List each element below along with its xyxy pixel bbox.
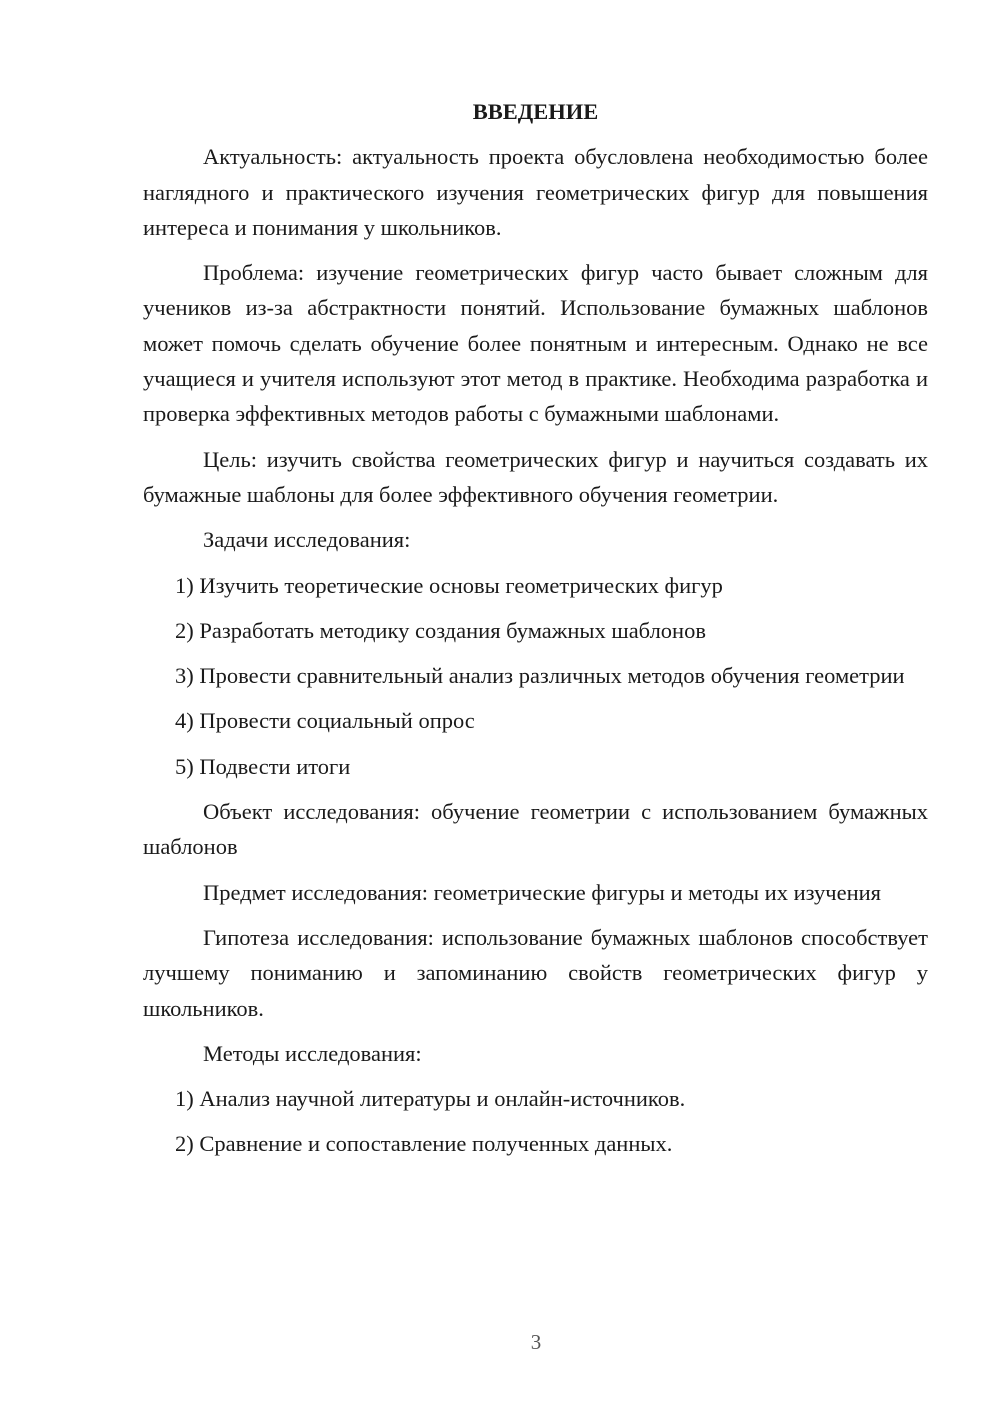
task-item: 2) Разработать методику создания бумажных шаблонов xyxy=(175,617,706,643)
tasks-heading: Задачи исследования: xyxy=(203,527,411,553)
method-item: 2) Сравнение и сопоставление полученных данных. xyxy=(175,1131,673,1157)
task-item: 1) Изучить теоретические основы геометрических фигур xyxy=(175,572,723,598)
paragraph-relevance: Актуальность: актуальность проекта обусловлена необходимостью более наглядного и практического изучения геометрических фигур для повышения интереса и понимания у школьников. xyxy=(143,144,928,240)
paragraph-hypothesis: Гипотеза исследования: использование бумажных шаблонов способствует лучшему пониманию и запоминанию свойств геометрических фигур у школьников. xyxy=(143,924,928,1021)
task-item: 5) Подвести итоги xyxy=(175,753,351,779)
paragraph-subject: Предмет исследования: геометрические фигуры и методы их изучения xyxy=(203,879,882,905)
paragraph-goal: Цель: изучить свойства геометрических фигур и научиться создавать их бумажные шаблоны для более эффективного обучения геометрии. xyxy=(143,446,928,507)
page-number: 3 xyxy=(530,1330,542,1354)
task-item: 3) Провести сравнительный анализ различных методов обучения геометрии xyxy=(175,663,905,689)
section-title: ВВЕДЕНИЕ xyxy=(472,99,599,124)
method-item: 1) Анализ научной литературы и онлайн-источников. xyxy=(175,1086,686,1112)
paragraph-problem: Проблема: изучение геометрических фигур часто бывает сложным для учеников из-за абстрактности понятий. Использование бумажных шаблонов может помочь сделать обучение более понятным и интересным. Однако не все учащиеся и учителя используют этот метод в практике. Необходима разработка и проверка эффективных методов работы с бумажными шаблонами. xyxy=(143,260,928,427)
task-item: 4) Провести социальный опрос xyxy=(175,708,475,734)
document-page xyxy=(143,94,928,1172)
methods-heading: Методы исследования: xyxy=(203,1040,422,1066)
paragraph-object: Объект исследования: обучение геометрии с использованием бумажных шаблонов xyxy=(143,799,928,860)
